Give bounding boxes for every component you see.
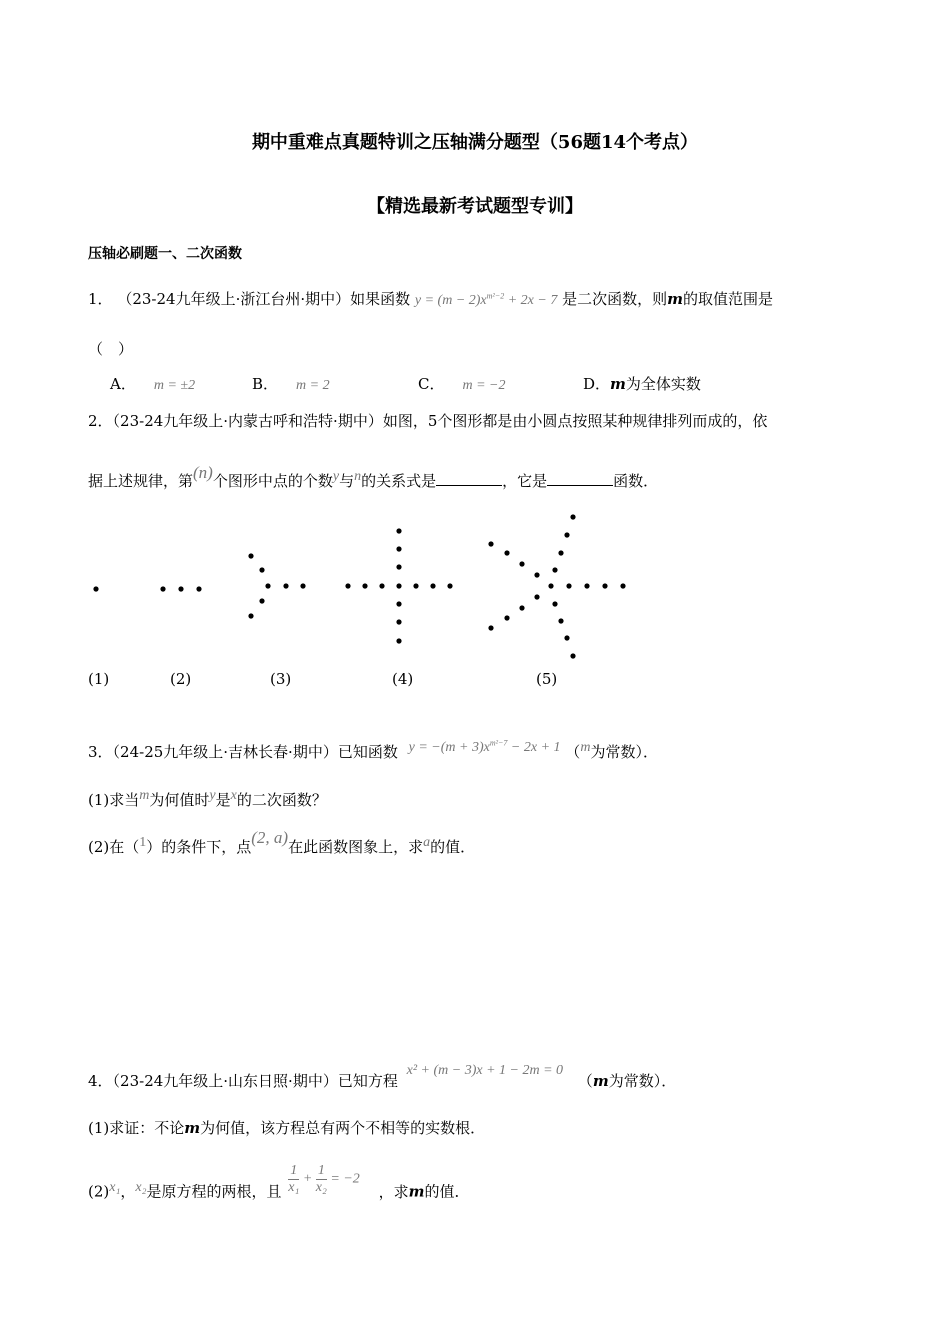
dot bbox=[558, 618, 563, 623]
dot-pattern-figure bbox=[0, 500, 950, 670]
question-number: 1． bbox=[88, 290, 113, 308]
option-b[interactable]: B． m = 2 bbox=[252, 375, 330, 393]
question-3-part-1: (1)求当m为何值时y是x的二次函数？ bbox=[88, 788, 327, 809]
dot bbox=[534, 594, 539, 599]
option-a[interactable]: A． m = ±2 bbox=[110, 375, 196, 393]
question-text: 的取值范围是 bbox=[683, 290, 774, 308]
answer-paren: （ ） bbox=[88, 340, 134, 358]
dot bbox=[362, 583, 367, 588]
dot bbox=[570, 653, 575, 658]
page-subtitle: 【精选最新考试题型专训】 bbox=[367, 196, 583, 217]
option-c[interactable]: C． m = −2 bbox=[418, 375, 506, 393]
question-2-line: 2．（23-24九年级上·内蒙古呼和浩特·期中）如图，5个图形都是由小圆点按照某种规律排列而成的，依 bbox=[88, 412, 768, 430]
dot bbox=[413, 583, 418, 588]
dot bbox=[259, 567, 264, 572]
dot bbox=[178, 586, 183, 591]
dot bbox=[248, 553, 253, 558]
figure-label-1: (1) bbox=[88, 670, 110, 688]
dot bbox=[519, 561, 524, 566]
dot bbox=[552, 567, 557, 572]
answer-blank-2[interactable] bbox=[547, 471, 613, 486]
question-3-part-2: (2)在（1）的条件下，点(2, a)在此函数图象上，求a的值． bbox=[88, 828, 476, 856]
answer-blank-1[interactable] bbox=[436, 471, 502, 486]
dot bbox=[265, 583, 270, 588]
page-title: 期中重难点真题特训之压轴满分题型（56题14个考点） bbox=[251, 132, 699, 153]
dot bbox=[584, 583, 589, 588]
dot bbox=[396, 601, 401, 606]
dot bbox=[570, 514, 575, 519]
formula: $y = (m - 2)x^{m^2-2} + 2x - 7$ bbox=[414, 291, 558, 308]
dot bbox=[345, 583, 350, 588]
question-3-line: 3．（24-25九年级上·吉林长春·期中）已知函数 $y = -(m + 3)x^{m^2-7} - 2x + 1$ （m为常数）． bbox=[88, 738, 658, 761]
dot bbox=[519, 605, 524, 610]
dot bbox=[552, 601, 557, 606]
question-1-line bbox=[88, 288, 773, 309]
figure-label-3: (3) bbox=[270, 670, 292, 688]
question-4-part-1: (1)求证：不论m为何值，该方程总有两个不相等的实数根． bbox=[88, 1119, 486, 1137]
question-text: 是二次函数，则 bbox=[562, 290, 668, 308]
formula: $y = -(m + 3)x^{m^2-7} - 2x + 1$ bbox=[408, 738, 561, 755]
dot bbox=[447, 583, 452, 588]
dot bbox=[564, 532, 569, 537]
figure-label-5: (5) bbox=[536, 670, 558, 688]
dot bbox=[558, 550, 563, 555]
variable-m: m bbox=[667, 290, 684, 308]
dot bbox=[396, 638, 401, 643]
n-term: (n) bbox=[193, 463, 213, 482]
fraction-formula: $\frac{1}{\text{x₁}}$ + $\frac{1}{\text{x₂}}$ = −2 bbox=[288, 1163, 360, 1195]
question-4-part-2: (2)x₁，x₂是原方程的两根，且 $\frac{1}{\text{x₁}}$ + $\frac{1}{\text{x₂}}$ = −2 ，求m的值． bbox=[88, 1163, 470, 1201]
formula: x² + (m − 3)x + 1 − 2m = 0 bbox=[406, 1063, 564, 1078]
dot bbox=[396, 583, 401, 588]
dot bbox=[602, 583, 607, 588]
question-2-line-2: 据上述规律，第(n)个图形中点的个数y与n的关系式是 ，它是 函数． bbox=[88, 463, 659, 490]
dot bbox=[534, 572, 539, 577]
dot bbox=[259, 598, 264, 603]
figure-label-4: (4) bbox=[392, 670, 414, 688]
figure-label-2: (2) bbox=[170, 670, 192, 688]
dot bbox=[396, 528, 401, 533]
dot bbox=[548, 583, 553, 588]
dot bbox=[396, 546, 401, 551]
option-d[interactable]: D．m为全体实数 bbox=[583, 375, 701, 393]
dot bbox=[93, 586, 98, 591]
dot bbox=[488, 625, 493, 630]
dot bbox=[620, 583, 625, 588]
dot bbox=[300, 583, 305, 588]
dot bbox=[566, 583, 571, 588]
dot bbox=[430, 583, 435, 588]
section-heading: 压轴必刷题一、二次函数 bbox=[88, 246, 242, 262]
dot bbox=[564, 635, 569, 640]
dot bbox=[488, 541, 493, 546]
dot bbox=[396, 564, 401, 569]
question-4-line: 4．（23-24九年级上·山东日照·期中）已知方程 x² + (m − 3)x + 1 − 2m = 0 （m为常数）． bbox=[88, 1063, 677, 1090]
question-source: （23-24九年级上·浙江台州·期中）如果函数 bbox=[117, 290, 411, 308]
dot bbox=[504, 615, 509, 620]
dot bbox=[379, 583, 384, 588]
dot bbox=[248, 613, 253, 618]
dot bbox=[504, 550, 509, 555]
dot bbox=[196, 586, 201, 591]
dot bbox=[160, 586, 165, 591]
dot bbox=[396, 619, 401, 624]
dot bbox=[283, 583, 288, 588]
